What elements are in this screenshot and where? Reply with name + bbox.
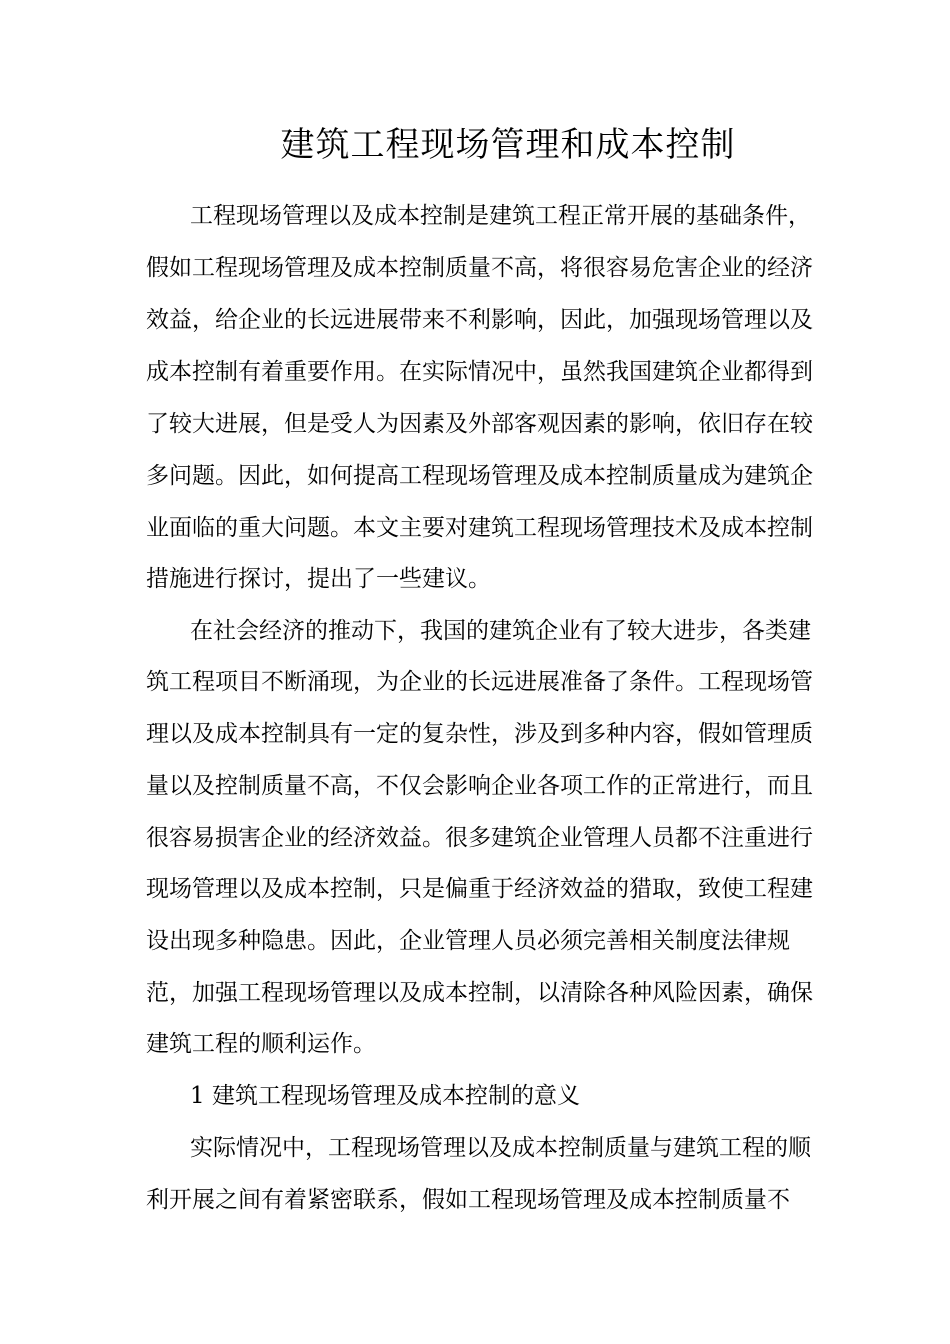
paragraph-line: 设出现多种隐患。因此，企业管理人员必须完善相关制度法律规 bbox=[146, 928, 790, 954]
section-heading: 1 建筑工程现场管理及成本控制的意义 bbox=[190, 1083, 580, 1109]
paragraph-line: 很容易损害企业的经济效益。很多建筑企业管理人员都不注重进行 bbox=[146, 825, 813, 851]
paragraph-line: 建筑工程的顺利运作。 bbox=[146, 1031, 376, 1057]
paragraph-line: 在社会经济的推动下，我国的建筑企业有了较大进步，各类建 bbox=[190, 618, 811, 644]
paragraph-line: 量以及控制质量不高，不仅会影响企业各项工作的正常进行，而且 bbox=[146, 773, 813, 799]
paragraph-line: 工程现场管理以及成本控制是建筑工程正常开展的基础条件， bbox=[190, 203, 811, 229]
paragraph-line: 利开展之间有着紧密联系，假如工程现场管理及成本控制质量不 bbox=[146, 1187, 790, 1213]
paragraph-line: 业面临的重大问题。本文主要对建筑工程现场管理技术及成本控制 bbox=[146, 515, 813, 541]
paragraph-line: 筑工程项目不断涌现，为企业的长远进展准备了条件。工程现场管 bbox=[146, 669, 813, 695]
paragraph-line: 成本控制有着重要作用。在实际情况中，虽然我国建筑企业都得到 bbox=[146, 359, 813, 385]
paragraph-line: 假如工程现场管理及成本控制质量不高，将很容易危害企业的经济 bbox=[146, 255, 813, 281]
paragraph-line: 效益，给企业的长远进展带来不利影响，因此，加强现场管理以及 bbox=[146, 307, 813, 333]
document-title: 建筑工程现场管理和成本控制 bbox=[280, 125, 736, 165]
paragraph-line: 理以及成本控制具有一定的复杂性，涉及到多种内容，假如管理质 bbox=[146, 721, 813, 747]
paragraph-line: 实际情况中，工程现场管理以及成本控制质量与建筑工程的顺 bbox=[190, 1135, 811, 1161]
paragraph-line: 了较大进展，但是受人为因素及外部客观因素的影响，依旧存在较 bbox=[146, 411, 813, 437]
paragraph-line: 多问题。因此，如何提高工程现场管理及成本控制质量成为建筑企 bbox=[146, 463, 813, 489]
paragraph-line: 现场管理以及成本控制，只是偏重于经济效益的猎取，致使工程建 bbox=[146, 876, 813, 902]
paragraph-line: 措施进行探讨，提出了一些建议。 bbox=[146, 566, 491, 592]
paragraph-line: 范，加强工程现场管理以及成本控制，以清除各种风险因素，确保 bbox=[146, 980, 813, 1006]
